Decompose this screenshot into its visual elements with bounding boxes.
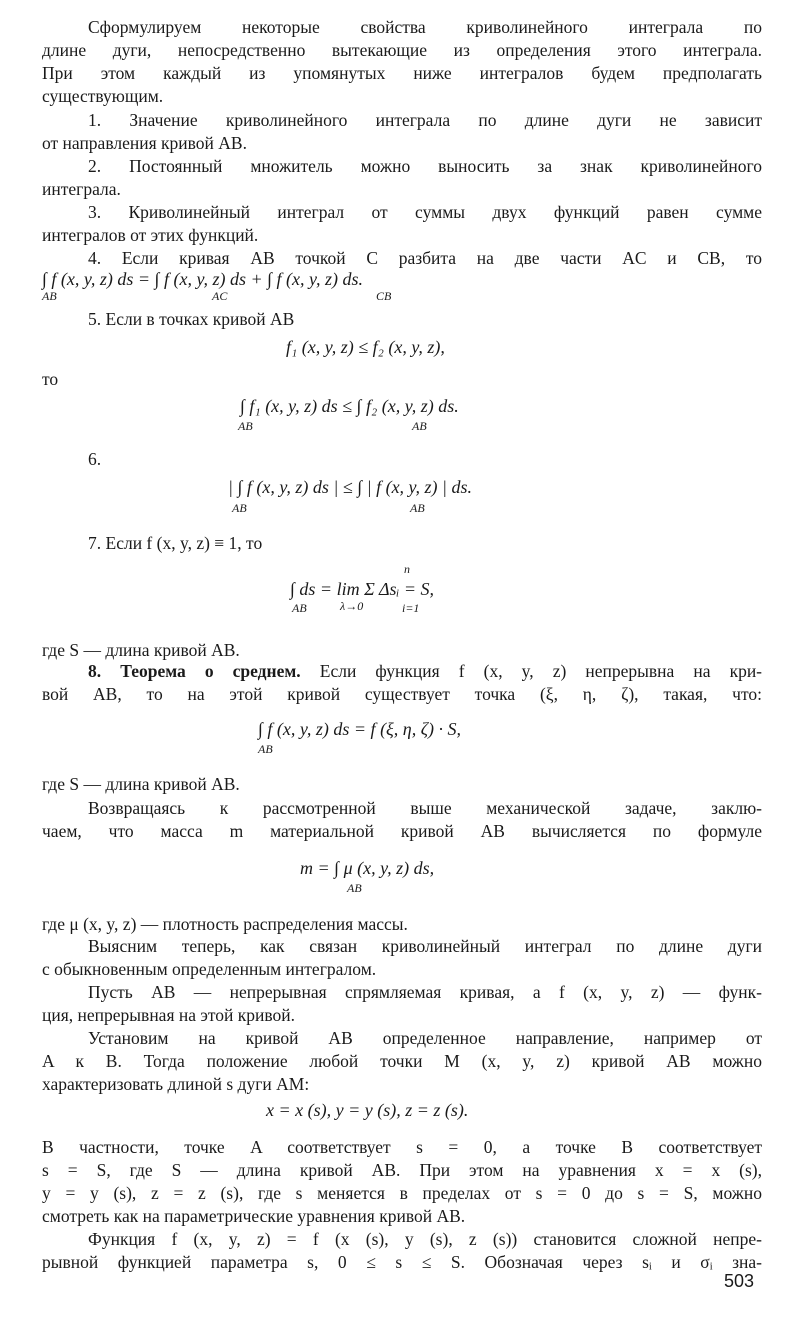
text-line: A к B. Тогда положение любой точки M (x, y, z) кривой AB можно: [42, 1051, 762, 1071]
text-line: где S — длина кривой AB.: [42, 640, 240, 660]
property-6: 6.: [88, 449, 102, 469]
formula-superscript: n: [404, 562, 410, 576]
property-1: 1. Значение криволинейного интеграла по длине дуги не зависит: [88, 110, 762, 130]
formula-mean-value: ∫ f (x, y, z) ds = f (ξ, η, ζ) · S,: [258, 719, 461, 739]
formula-subscript: CB: [376, 289, 392, 303]
text-line: y = y (s), z = z (s), где s меняется в пределах от s = 0 до s = S, можно: [42, 1183, 762, 1203]
text-line: Сформулируем некоторые свойства криволинейного интеграла по: [88, 17, 762, 37]
text-line: Установим на кривой AB определенное направление, например от: [88, 1028, 762, 1048]
formula-subscript: AB: [238, 419, 253, 433]
formula-mass: m = ∫ μ (x, y, z) ds,: [300, 858, 435, 878]
text-line: смотреть как на параметрические уравнения кривой AB.: [42, 1206, 466, 1226]
text-line: рывной функцией параметра s, 0 ≤ s ≤ S. Обозначая через sᵢ и σᵢ зна-: [42, 1252, 762, 1272]
text-line: длине дуги, непосредственно вытекающие из определения этого интеграла.: [42, 40, 762, 60]
page-number: 503: [724, 1271, 755, 1291]
text-line: с обыкновенным определенным интегралом.: [42, 959, 377, 979]
text-line: Возвращаясь к рассмотренной выше механической задаче, заклю-: [88, 798, 762, 818]
property-7: 7. Если f (x, y, z) ≡ 1, то: [88, 533, 263, 553]
formula-parametric: x = x (s), y = y (s), z = z (s).: [266, 1100, 469, 1120]
text-line: то: [42, 369, 59, 389]
text-line: существующим.: [42, 86, 164, 106]
formula-subscript: AB: [412, 419, 427, 433]
formula-integral-inequality: ∫ f₁ (x, y, z) ds ≤ ∫ f₂ (x, y, z) ds.: [240, 396, 459, 416]
text-line: интеграла.: [42, 179, 121, 199]
text-line: где S — длина кривой AB.: [42, 774, 240, 794]
text-line: В частности, точке A соответствует s = 0, а точке B соответствует: [42, 1137, 762, 1157]
text-line: от направления кривой AB.: [42, 133, 247, 153]
formula-inequality: f₁ (x, y, z) ≤ f₂ (x, y, z),: [286, 337, 445, 357]
formula-subscript: AB: [42, 289, 57, 303]
text-line: Выясним теперь, как связан криволинейный интеграл по длине дуги: [88, 936, 762, 956]
formula-subscript: AB: [292, 601, 307, 615]
formula-subscript: AB: [410, 501, 425, 515]
theorem-text: Если функция f (x, y, z) непрерывна на кри-: [319, 661, 763, 681]
formula-abs-estimate: | ∫ f (x, y, z) ds | ≤ ∫ | f (x, y, z) | ds.: [228, 477, 473, 497]
property-2: 2. Постоянный множитель можно выносить за знак криволинейного: [88, 156, 762, 176]
formula-arc-length: ∫ ds = lim Σ Δsᵢ = S,: [290, 579, 435, 599]
property-5: 5. Если в точках кривой AB: [88, 309, 295, 329]
text-line: При этом каждый из упомянутых ниже интегралов будем предполагать: [42, 63, 762, 83]
theorem-title: 8. Теорема о среднем.: [88, 661, 301, 681]
text-line: вой AB, то на этой кривой существует точка (ξ, η, ζ), такая, что:: [42, 684, 762, 704]
text-line: где μ (x, y, z) — плотность распределения массы.: [42, 914, 408, 934]
formula-subscript: i=1: [402, 601, 420, 615]
formula-subscript: AB: [258, 742, 273, 756]
text-line: s = S, где S — длина кривой AB. При этом на уравнения x = x (s),: [42, 1160, 762, 1180]
text-line: интегралов от этих функций.: [42, 225, 259, 245]
formula-subscript: AC: [212, 289, 228, 303]
mean-value-theorem: [88, 660, 762, 682]
formula-subscript: AB: [232, 501, 247, 515]
formula-subscript: λ→0: [340, 599, 364, 613]
text-line: характеризовать длиной s дуги AM:: [42, 1074, 310, 1094]
text-line: Функция f (x, y, z) = f (x (s), y (s), z (s)) становится сложной непре-: [88, 1229, 762, 1249]
property-4: 4. Если кривая AB точкой C разбита на две части AC и CB, то: [88, 248, 762, 268]
formula-additivity: ∫ f (x, y, z) ds = ∫ f (x, y, z) ds + ∫ f (x, y, z) ds.: [42, 269, 364, 289]
text-line: ция, непрерывная на этой кривой.: [42, 1005, 296, 1025]
text-line: Пусть AB — непрерывная спрямляемая кривая, а f (x, y, z) — функ-: [88, 982, 762, 1002]
property-3: 3. Криволинейный интеграл от суммы двух функций равен сумме: [88, 202, 762, 222]
text-line: чаем, что масса m материальной кривой AB вычисляется по формуле: [42, 821, 762, 841]
formula-subscript: AB: [347, 881, 362, 895]
